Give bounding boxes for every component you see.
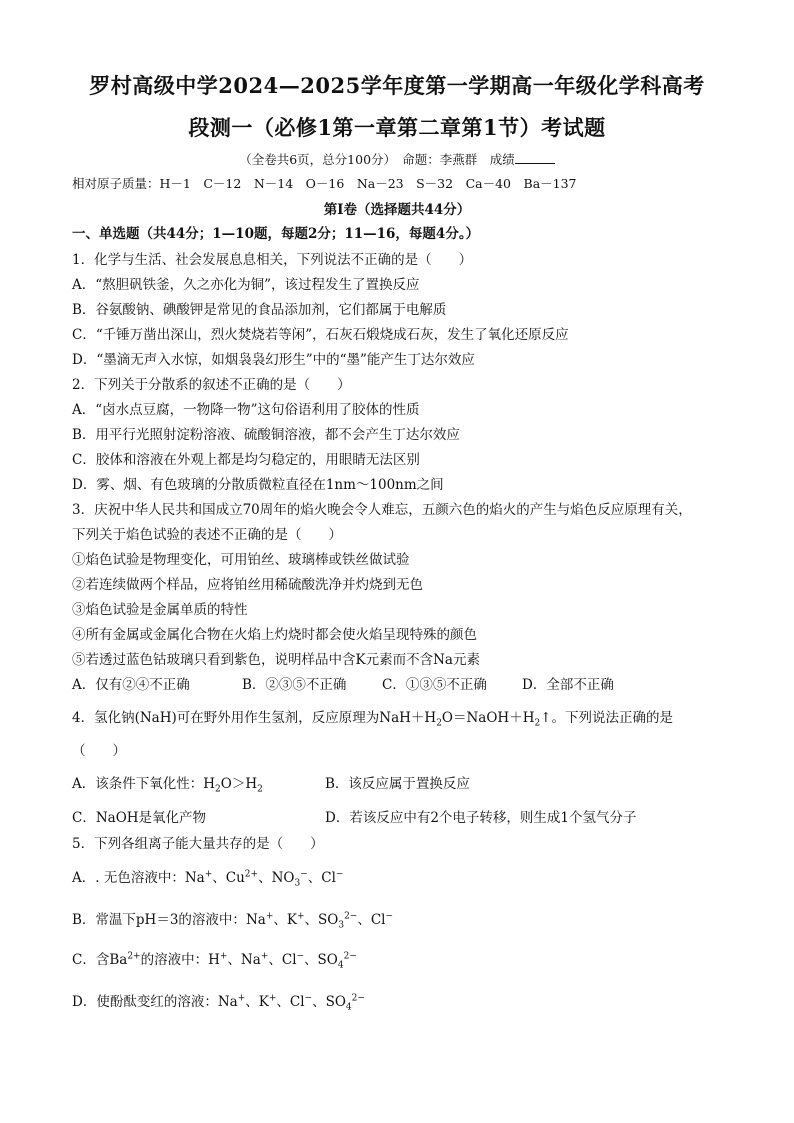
q3-statement-3: ③焰色试验是金属单质的特性 bbox=[72, 602, 248, 618]
q1-option-b: B．谷氨酸钠、碘酸钾是常见的食品添加剂，它们都属于电解质 bbox=[72, 302, 447, 318]
q2-option-c: C．胶体和溶液在外观上都是均匀稳定的，用眼睛无法区别 bbox=[72, 452, 420, 468]
q3-options bbox=[72, 673, 722, 693]
q3-stem-line1: 3．庆祝中华人民共和国成立70周年的焰火晚会令人难忘，五颜六色的焰火的产生与焰色反应原理有关， bbox=[72, 502, 692, 518]
q3-option-d: D．全部不正确 bbox=[522, 677, 614, 693]
q5-option-c-ions: H+、Na+、Cl−、$SO_4^{2-}$ bbox=[208, 951, 357, 971]
q4-equation: $NaH+H_2O=NaOH+H_2↑$ bbox=[379, 710, 552, 729]
q3-option-c: C．①③⑤不正确 bbox=[382, 677, 487, 693]
exam-title-line2: 段测一（必修1第一章第二章第1节）考试题 bbox=[188, 115, 606, 140]
q5-option-c-mid: 的溶液中： bbox=[140, 952, 209, 968]
q5-option-d-ions: Na+、K+、Cl−、$SO_4^{2-}$ bbox=[217, 993, 365, 1013]
q5-option-d-text: D．使酚酞变红的溶液： bbox=[72, 994, 218, 1010]
q4-option-d: D．若该反应中有2个电子转移，则生成1个氢气分子 bbox=[325, 810, 637, 826]
info-text: （全卷共6页，总分100分） 命题：李燕群 成绩 bbox=[239, 152, 515, 167]
q5-option-a-text: A．. 无色溶液中： bbox=[72, 870, 185, 886]
q2-option-d: D．雾、烟、有色玻璃的分散质微粒直径在1nm～100nm之间 bbox=[72, 477, 444, 493]
q3-statement-4: ④所有金属或金属化合物在火焰上灼烧时都会使火焰呈现特殊的颜色 bbox=[72, 627, 477, 643]
q3-statement-1: ①焰色试验是物理变化，可用铂丝、玻璃棒或铁丝做试验 bbox=[72, 552, 410, 568]
q1-option-a: A．“熬胆矾铁釜，久之亦化为铜”，该过程发生了置换反应 bbox=[72, 277, 420, 293]
score-blank bbox=[515, 151, 555, 164]
q4-option-a bbox=[72, 772, 263, 795]
q5-option-c bbox=[72, 948, 357, 971]
q5-option-b-ions: Na+、K+、$SO_3^{2-}$、Cl− bbox=[245, 911, 394, 931]
q4-stem bbox=[72, 706, 673, 729]
q1-option-d: D．“墨滴无声入水惊，如烟袅袅幻形生”中的“墨”能产生丁达尔效应 bbox=[72, 352, 475, 368]
part1-heading: 一、单选题（共44分；1—10题，每题2分；11—16，每题4分。） bbox=[72, 226, 480, 242]
q2-option-a: A．“卤水点豆腐，一物降一物”这句俗语利用了胶体的性质 bbox=[72, 402, 420, 418]
q5-option-b bbox=[72, 908, 393, 931]
atomic-mass-line: 相对原子质量：H－1 C－12 N－14 O－16 Na－23 S－32 Ca－40 Ba－137 bbox=[72, 176, 577, 191]
q5-stem: 5．下列各组离子能大量共存的是（ ） bbox=[72, 836, 324, 852]
q3-statement-5: ⑤若透过蓝色钴玻璃只看到紫色，说明样品中含K元素而不含Na元素 bbox=[72, 652, 480, 668]
q4-option-a-formula: $H_2O>H_2$ bbox=[203, 776, 263, 795]
exam-info-line bbox=[0, 150, 794, 168]
q3-stem-line2: 下列关于焰色试验的表述不正确的是（ ） bbox=[72, 527, 342, 543]
q4-paren: （ ） bbox=[72, 743, 126, 759]
q3-option-b: B．②③⑤不正确 bbox=[242, 677, 347, 693]
q4-stem-pre: 4．氢化钠(NaH)可在野外用作生氢剂，反应原理为 bbox=[72, 710, 380, 726]
q1-stem: 1．化学与生活、社会发展息息相关，下列说法不正确的是（ ） bbox=[72, 252, 473, 268]
q5-option-a bbox=[72, 866, 343, 889]
q2-stem: 2．下列关于分散系的叙述不正确的是（ ） bbox=[72, 377, 351, 393]
q4-option-a-text: A．该条件下氧化性： bbox=[72, 776, 204, 792]
q3-option-a: A．仅有②④不正确 bbox=[72, 677, 190, 693]
q4-option-c: C．NaOH是氧化产物 bbox=[72, 810, 207, 826]
q5-option-b-text: B．常温下pH＝3的溶液中： bbox=[72, 912, 246, 928]
q5-option-c-pre: C．含 bbox=[72, 952, 110, 968]
q4-option-b: B．该反应属于置换反应 bbox=[325, 776, 470, 792]
exam-title-line1: 罗村高级中学2024—2025学年度第一学期高一年级化学科高考 bbox=[89, 73, 705, 98]
q5-option-a-ions: Na+、$Cu^{2+}$、$NO_3^-$、Cl− bbox=[184, 869, 344, 889]
q4-stem-post: 。下列说法正确的是 bbox=[551, 710, 674, 726]
q5-option-c-ba: $Ba^{2+}$ bbox=[109, 951, 141, 968]
q1-option-c: C．“千锤万凿出深山，烈火焚烧若等闲”，石灰石煅烧成石灰，发生了氧化还原反应 bbox=[72, 327, 569, 343]
q5-option-d bbox=[72, 990, 365, 1013]
q3-statement-2: ②若连续做两个样品，应将铂丝用稀硫酸洗净并灼烧到无色 bbox=[72, 577, 423, 593]
q2-option-b: B．用平行光照射淀粉溶液、硫酸铜溶液，都不会产生丁达尔效应 bbox=[72, 427, 460, 443]
section-header: 第Ⅰ卷（选择题共44分） bbox=[323, 202, 471, 218]
